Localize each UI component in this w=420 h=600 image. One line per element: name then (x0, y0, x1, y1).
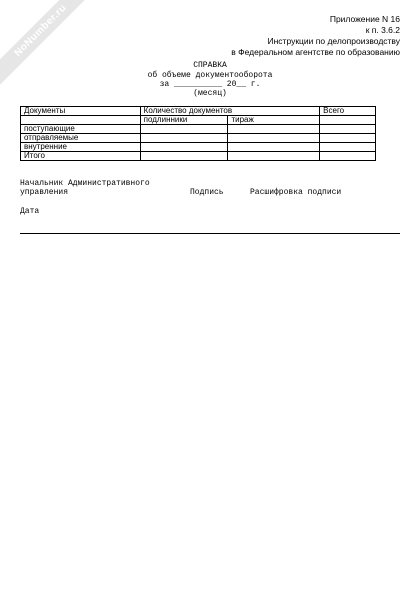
signature-label: Подпись (190, 188, 224, 197)
period-hint: (месяц) (193, 89, 227, 98)
document-subtitle: об объеме документооборота (147, 71, 273, 80)
document-volume-table (20, 106, 376, 161)
table-cell (140, 152, 228, 161)
table-header-row (21, 107, 376, 116)
table-row (21, 152, 376, 161)
row-label: внутренние (21, 143, 141, 152)
table-cell (228, 125, 320, 134)
header-originals: подлинники (140, 116, 228, 125)
header-copies: тираж (228, 116, 320, 125)
table-cell (140, 125, 228, 134)
header-total: Всего (320, 107, 376, 116)
signatory-position-line1: Начальник Административного (20, 179, 150, 188)
table-cell (320, 143, 376, 152)
header-documents: Документы (21, 107, 141, 116)
row-label: отправляемые (21, 134, 141, 143)
appendix-instruction: Инструкции по делопроизводству (267, 36, 400, 46)
table-cell (320, 116, 376, 125)
table-cell (228, 152, 320, 161)
table-cell (140, 134, 228, 143)
date-label: Дата (20, 207, 40, 216)
appendix-reference (231, 14, 400, 58)
table-cell (320, 152, 376, 161)
bottom-divider (20, 233, 400, 234)
signature-decode-label: Расшифровка подписи (250, 188, 342, 197)
table-row (21, 134, 376, 143)
document-title: СПРАВКА (193, 61, 227, 70)
appendix-clause: к п. 3.6.2 (365, 25, 400, 35)
watermark: NoNumber.ru (0, 0, 100, 90)
period-line: за __________ 20__ г. (159, 80, 261, 89)
table-cell (228, 134, 320, 143)
signatory-position-line2: управления (20, 188, 69, 197)
row-label: поступающие (21, 125, 141, 134)
table-cell (320, 134, 376, 143)
header-document-count: Количество документов (140, 107, 320, 116)
row-label: Итого (21, 152, 141, 161)
table-cell (228, 143, 320, 152)
appendix-number: Приложение N 16 (329, 14, 400, 24)
table-cell (140, 143, 228, 152)
appendix-agency: в Федеральном агентстве по образованию (231, 47, 400, 57)
table-cell (320, 125, 376, 134)
table-row (21, 143, 376, 152)
